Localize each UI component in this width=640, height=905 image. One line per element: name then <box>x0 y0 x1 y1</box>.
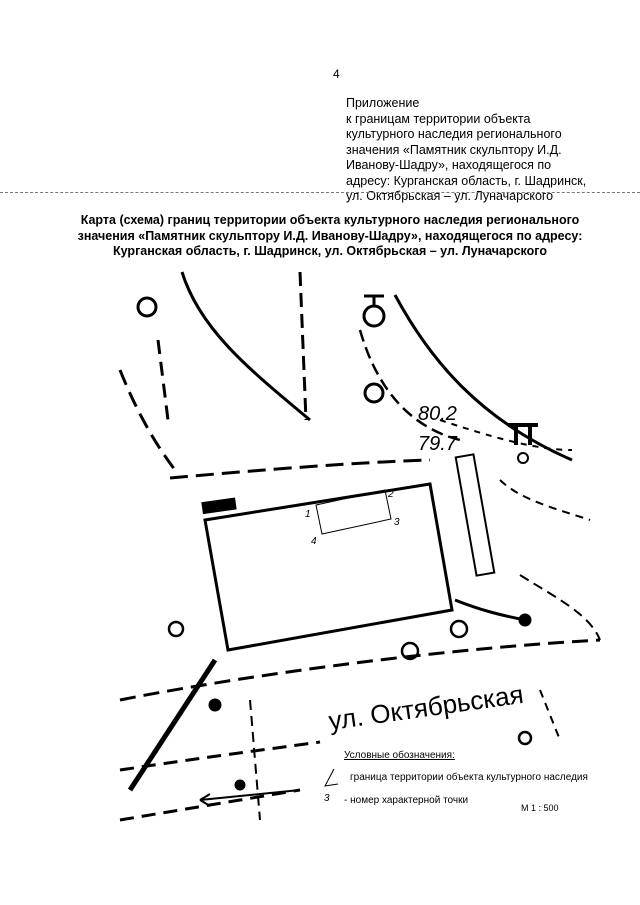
point-label-1: 1 <box>305 509 311 520</box>
legend-point-symbol: 3 <box>324 793 330 804</box>
tree-circle <box>138 298 156 316</box>
appendix-line: значения «Памятник скульптору И.Д. <box>346 142 562 157</box>
legend-point-label: - номер характерной точки <box>344 795 469 806</box>
point-label-4: 4 <box>311 536 317 547</box>
map-title-line: значения «Памятник скульптору И.Д. Иванову-Шадру», находящегося по адресу: <box>77 228 583 243</box>
appendix-line: культурного наследия регионального <box>346 127 562 141</box>
appendix-line: адресу: Курганская область, г. Шадринск, <box>346 173 587 188</box>
tree-circle <box>519 732 531 744</box>
elevation-label: 79.7 <box>418 433 457 455</box>
pole-symbol <box>364 296 384 306</box>
dashed-line <box>170 460 430 478</box>
sidewalk-bar <box>456 454 495 575</box>
map-title-line: Карта (схема) границ территории объекта культурного наследия регионального <box>80 213 580 227</box>
tree-circle <box>169 622 183 636</box>
appendix-line: Приложение <box>346 96 420 110</box>
road-edge <box>500 480 590 520</box>
map-scale: М 1 : 500 <box>521 803 559 813</box>
road-edge <box>300 272 306 420</box>
road-edge <box>250 700 260 820</box>
tree-circle <box>209 699 221 711</box>
legend-title: Условные обозначения: <box>344 750 455 761</box>
appendix-line: Иванову-Шадру», находящегося по <box>346 158 552 172</box>
legend-boundary-label: граница территории объекта культурного наследия <box>350 772 588 783</box>
road-edge <box>158 340 168 420</box>
map-title-line: Курганская область, г. Шадринск, ул. Октябрьская – ул. Луначарского <box>113 244 547 258</box>
appendix-line: к границам территории объекта <box>346 111 531 126</box>
tree-circle <box>235 780 245 790</box>
tree-circle <box>518 453 528 463</box>
appendix-line: ул. Октябрьская – ул. Луначарского <box>346 189 554 203</box>
block-outline <box>205 484 452 650</box>
territory-boundary <box>316 490 391 534</box>
page-number: 4 <box>333 67 340 81</box>
road-edge <box>540 690 560 740</box>
road-edge <box>120 370 175 470</box>
tree-circle <box>364 306 384 326</box>
road-edge <box>182 272 310 420</box>
point-label-2: 2 <box>388 489 394 500</box>
road-edge <box>520 575 600 640</box>
road-edge <box>455 600 525 620</box>
tree-circle <box>365 384 383 402</box>
road-edge <box>130 660 215 790</box>
street-label: ул. Октябрьская <box>326 678 526 736</box>
tree-circle <box>451 621 467 637</box>
point-label-3: 3 <box>394 517 400 528</box>
elevation-label: 80.2 <box>418 403 457 425</box>
tree-circle <box>519 614 531 626</box>
boundary-line-icon <box>322 768 340 788</box>
block-hatch <box>201 498 236 515</box>
